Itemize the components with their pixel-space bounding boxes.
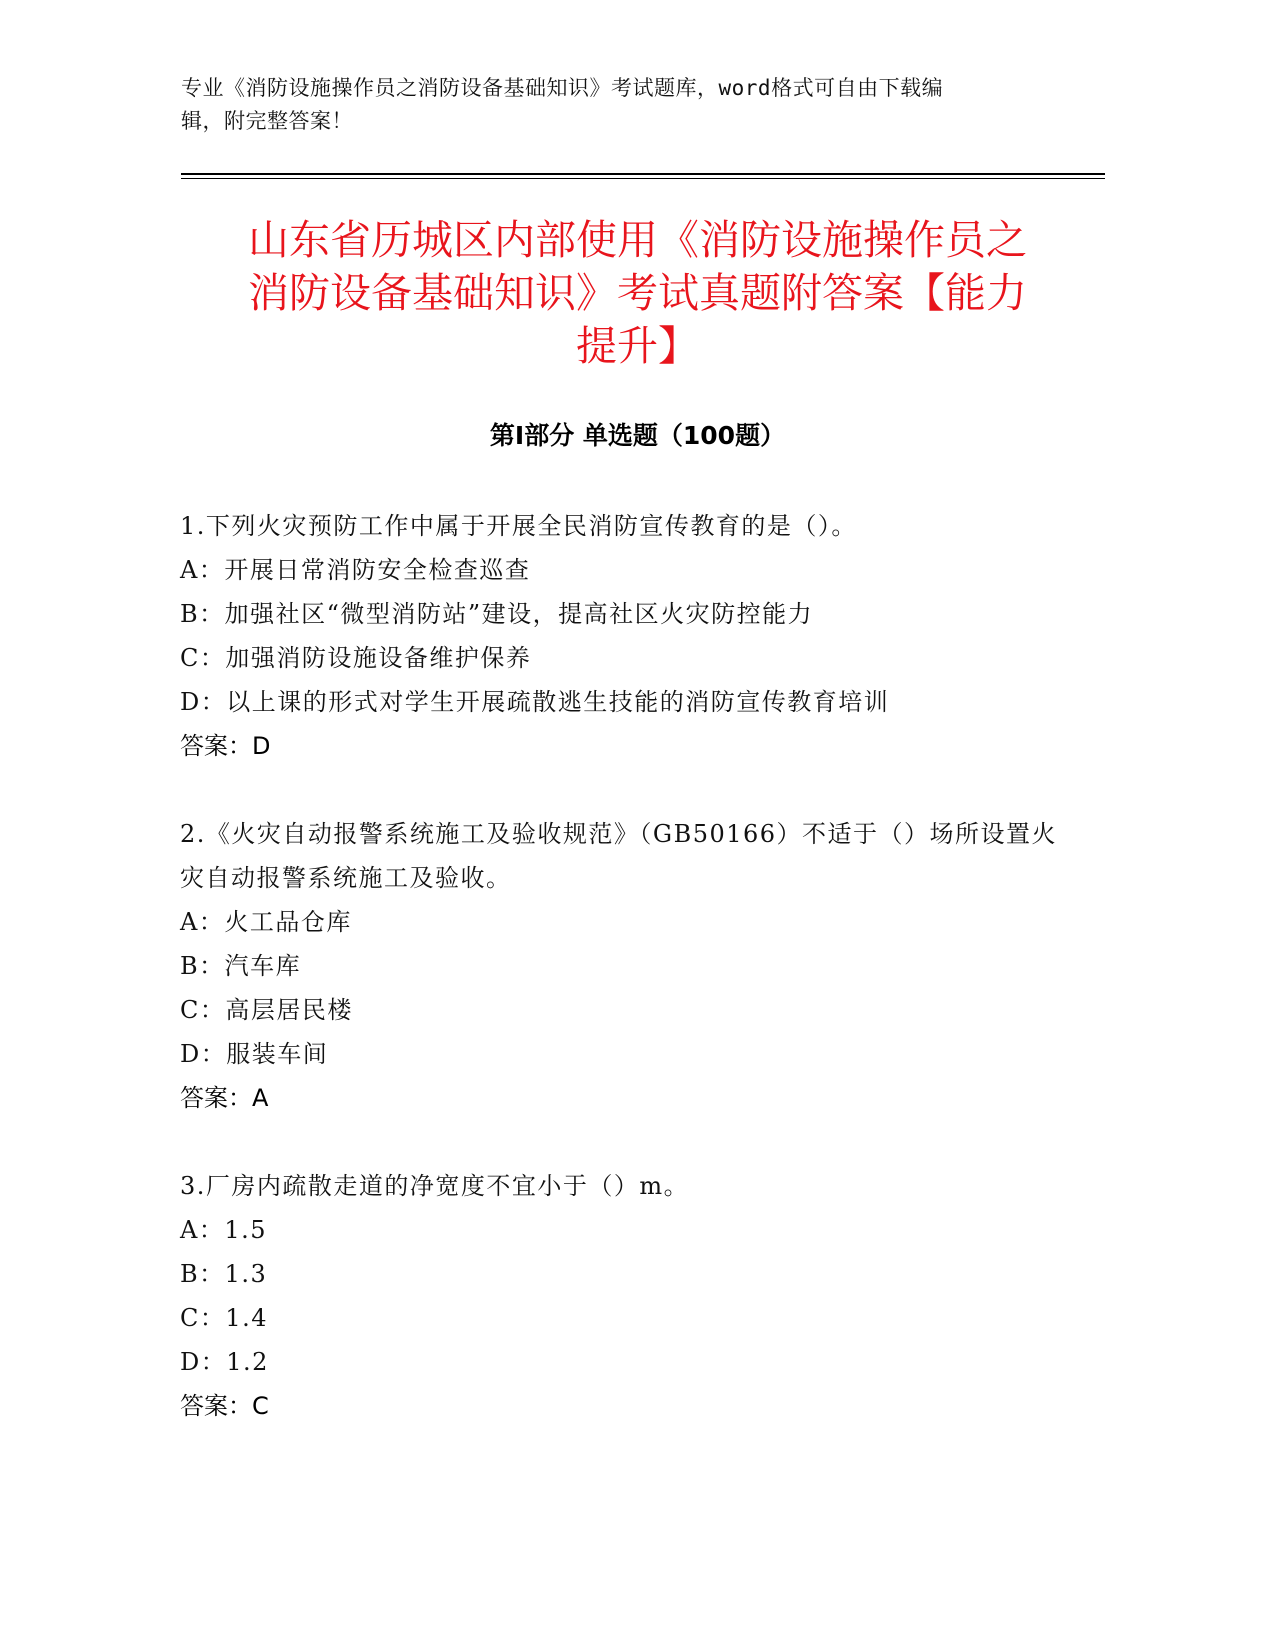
section-title: 第Ⅰ部分 单选题（100题） [489, 421, 786, 450]
option-a: A：1.5 [180, 1216, 267, 1244]
option-c: C：加强消防设施设备维护保养 [180, 644, 532, 672]
question-1 [180, 504, 1080, 768]
option-d: D：以上课的形式对学生开展疏散逃生技能的消防宣传教育培训 [180, 688, 890, 716]
option-d: D：1.2 [180, 1348, 269, 1376]
option-a: A：开展日常消防安全检查巡查 [180, 556, 531, 584]
option-b: B：1.3 [180, 1260, 268, 1288]
header-note-line-2: 辑，附完整答案！ [181, 109, 353, 133]
answer: 答案：C [180, 1392, 269, 1420]
option-c: C：高层居民楼 [180, 996, 353, 1024]
option-d: D：服装车间 [180, 1040, 329, 1068]
answer: 答案：D [180, 732, 271, 760]
question-stem: 2.《火灾自动报警系统施工及验收规范》（GB50166）不适于（）场所设置火灾自动报警系统施工及验收。 [180, 820, 1058, 892]
option-b: B：加强社区“微型消防站”建设，提高社区火灾防控能力 [180, 600, 814, 628]
option-a: A：火工品仓库 [180, 908, 352, 936]
question-list [180, 504, 1080, 1472]
option-c: C：1.4 [180, 1304, 269, 1332]
option-b: B：汽车库 [180, 952, 302, 980]
document-title-line-3: 提升】 [576, 322, 699, 370]
question-2 [180, 812, 1080, 1120]
document-title-line-2: 消防设备基础知识》考试真题附答案【能力 [248, 269, 1027, 317]
answer: 答案：A [180, 1084, 269, 1112]
question-stem: 3.厂房内疏散走道的净宽度不宜小于（）m。 [180, 1172, 690, 1200]
question-stem: 1.下列火灾预防工作中属于开展全民消防宣传教育的是（）。 [180, 512, 857, 540]
header-divider-thin [181, 178, 1105, 179]
question-3 [180, 1164, 1080, 1428]
document-title [150, 214, 1125, 373]
header-divider-thick [181, 173, 1105, 175]
document-title-line-1: 山东省历城区内部使用《消防设施操作员之 [248, 216, 1027, 264]
header-note-line-1: 专业《消防设施操作员之消防设备基础知识》考试题库，word格式可自由下载编 [181, 76, 944, 100]
header-note [181, 72, 1041, 138]
